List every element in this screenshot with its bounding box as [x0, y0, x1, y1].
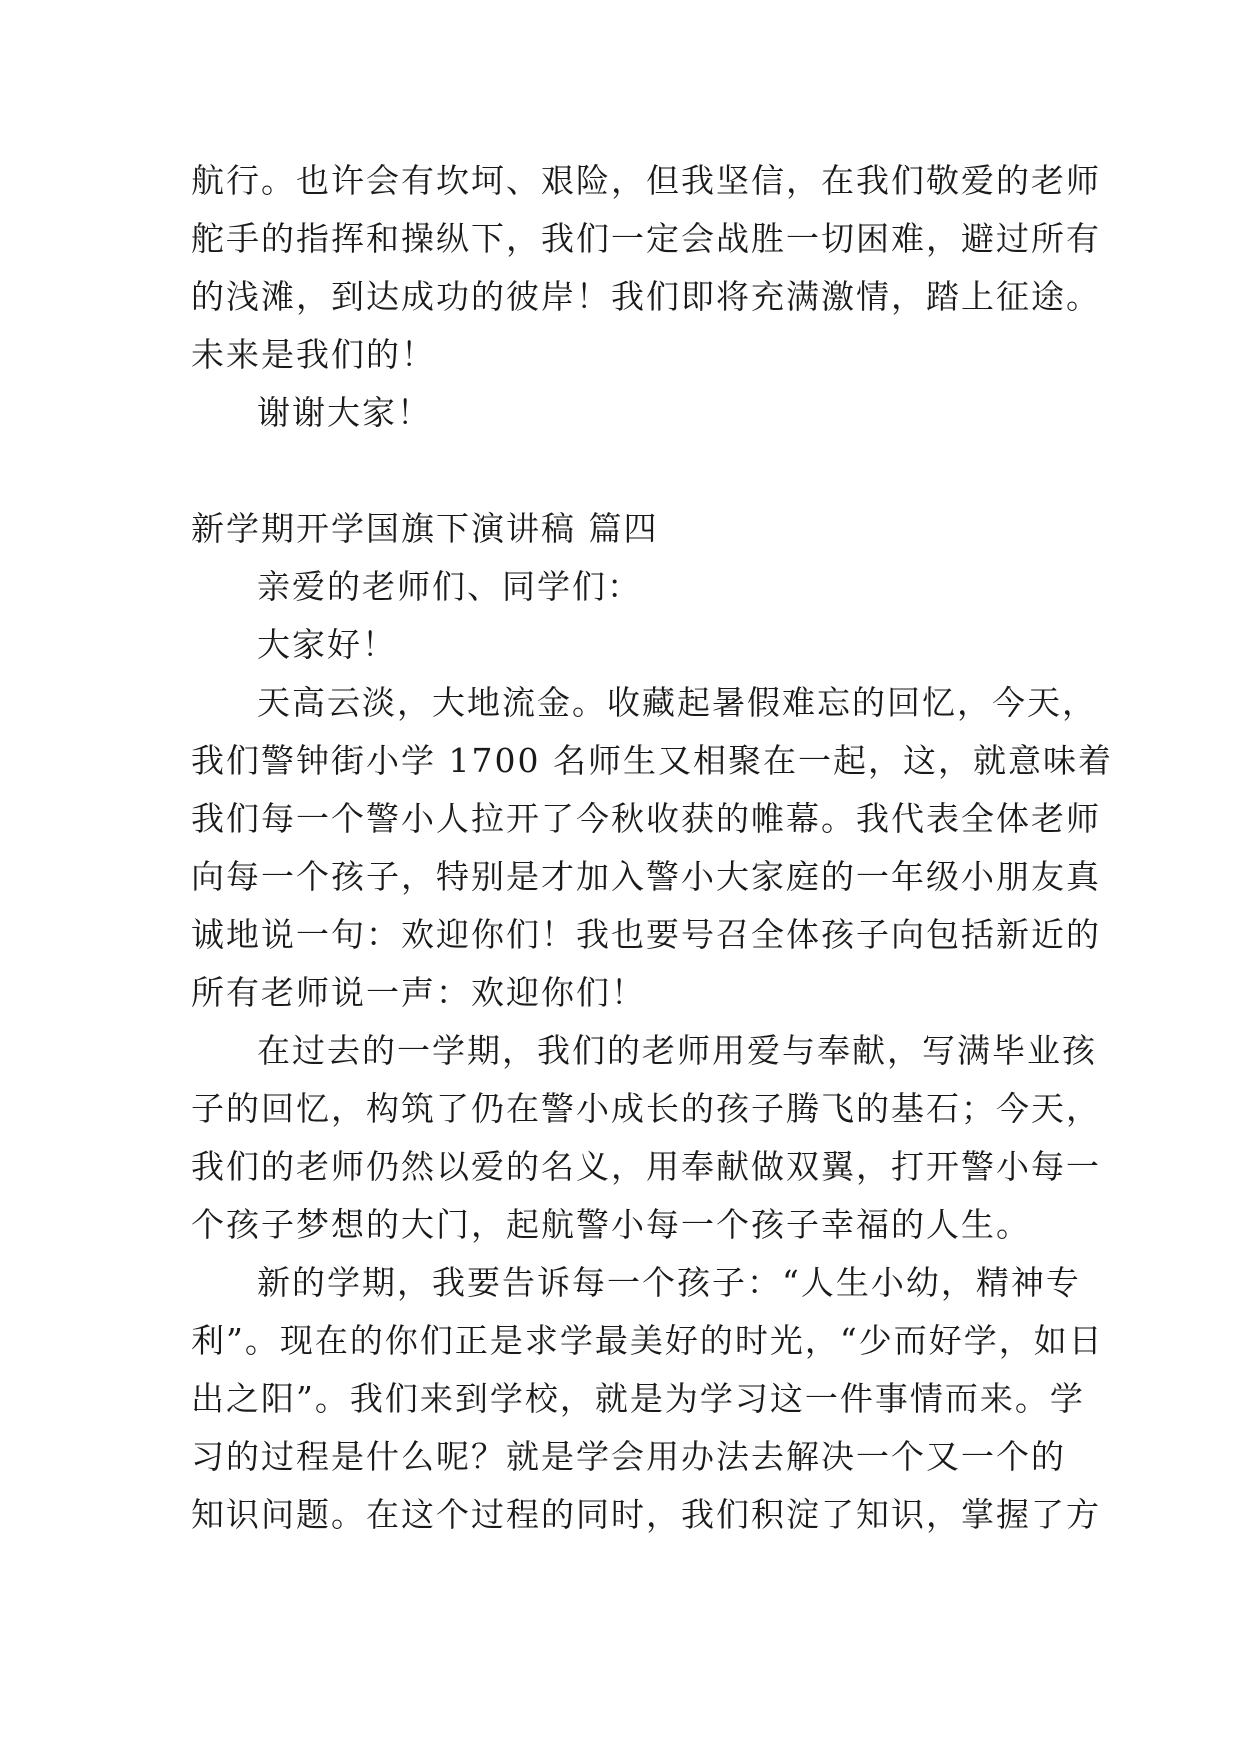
text-line: 出之阳”。我们来到学校，就是为学习这一件事情而来。学 — [191, 1379, 1085, 1418]
text-line: 诚地说一句：欢迎你们！我也要号召全体孩子向包括新近的 — [191, 915, 1101, 954]
text-line: 向每一个孩子，特别是才加入警小大家庭的一年级小朋友真 — [191, 857, 1101, 896]
section-spacer — [191, 442, 1071, 500]
paragraph-2 — [191, 1022, 1101, 1254]
text-line: 我们警钟街小学 1700 名师生又相聚在一起，这，就意味着 — [191, 741, 1113, 780]
text-line: 新的学期，我要告诉每一个孩子：“人生小幼，精神专 — [257, 1263, 1081, 1302]
text-line: 利”。现在的你们正是求学最美好的时光，“少而好学，如日 — [191, 1321, 1104, 1360]
text-line: 在过去的一学期，我们的老师用爱与奉献，写满毕业孩 — [257, 1031, 1097, 1070]
text-line: 的浅滩，到达成功的彼岸！我们即将充满激情，踏上征途。 — [191, 277, 1101, 316]
text-line: 我们每一个警小人拉开了今秋收获的帷幕。我代表全体老师 — [191, 799, 1101, 838]
text-line: 个孩子梦想的大门，起航警小每一个孩子幸福的人生。 — [191, 1205, 1031, 1244]
text-line: 习的过程是什么呢？就是学会用办法去解决一个又一个的 — [191, 1437, 1066, 1476]
text-line: 舵手的指挥和操纵下，我们一定会战胜一切困难，避过所有 — [191, 219, 1101, 258]
text-line: 我们的老师仍然以爱的名义，用奉献做双翼，打开警小每一 — [191, 1147, 1101, 1186]
greeting: 大家好！ — [257, 625, 397, 664]
closing-thanks: 谢谢大家！ — [257, 393, 432, 432]
text-line: 子的回忆，构筑了仍在警小成长的孩子腾飞的基石；今天， — [191, 1089, 1101, 1128]
text-line: 所有老师说一声：欢迎你们！ — [191, 973, 646, 1012]
section-title: 新学期开学国旗下演讲稿 篇四 — [191, 509, 659, 548]
paragraph-1 — [191, 674, 1113, 1022]
salutation: 亲爱的老师们、同学们： — [257, 567, 642, 606]
text-line: 天高云淡，大地流金。收藏起暑假难忘的回忆，今天， — [257, 683, 1097, 722]
paragraph-previous — [191, 152, 1101, 384]
document-body — [191, 152, 1113, 1544]
text-line: 未来是我们的！ — [191, 335, 436, 374]
text-line: 知识问题。在这个过程的同时，我们积淀了知识，掌握了方 — [191, 1495, 1101, 1534]
paragraph-3 — [191, 1254, 1104, 1544]
text-line: 航行。也许会有坎坷、艰险，但我坚信，在我们敬爱的老师 — [191, 161, 1101, 200]
